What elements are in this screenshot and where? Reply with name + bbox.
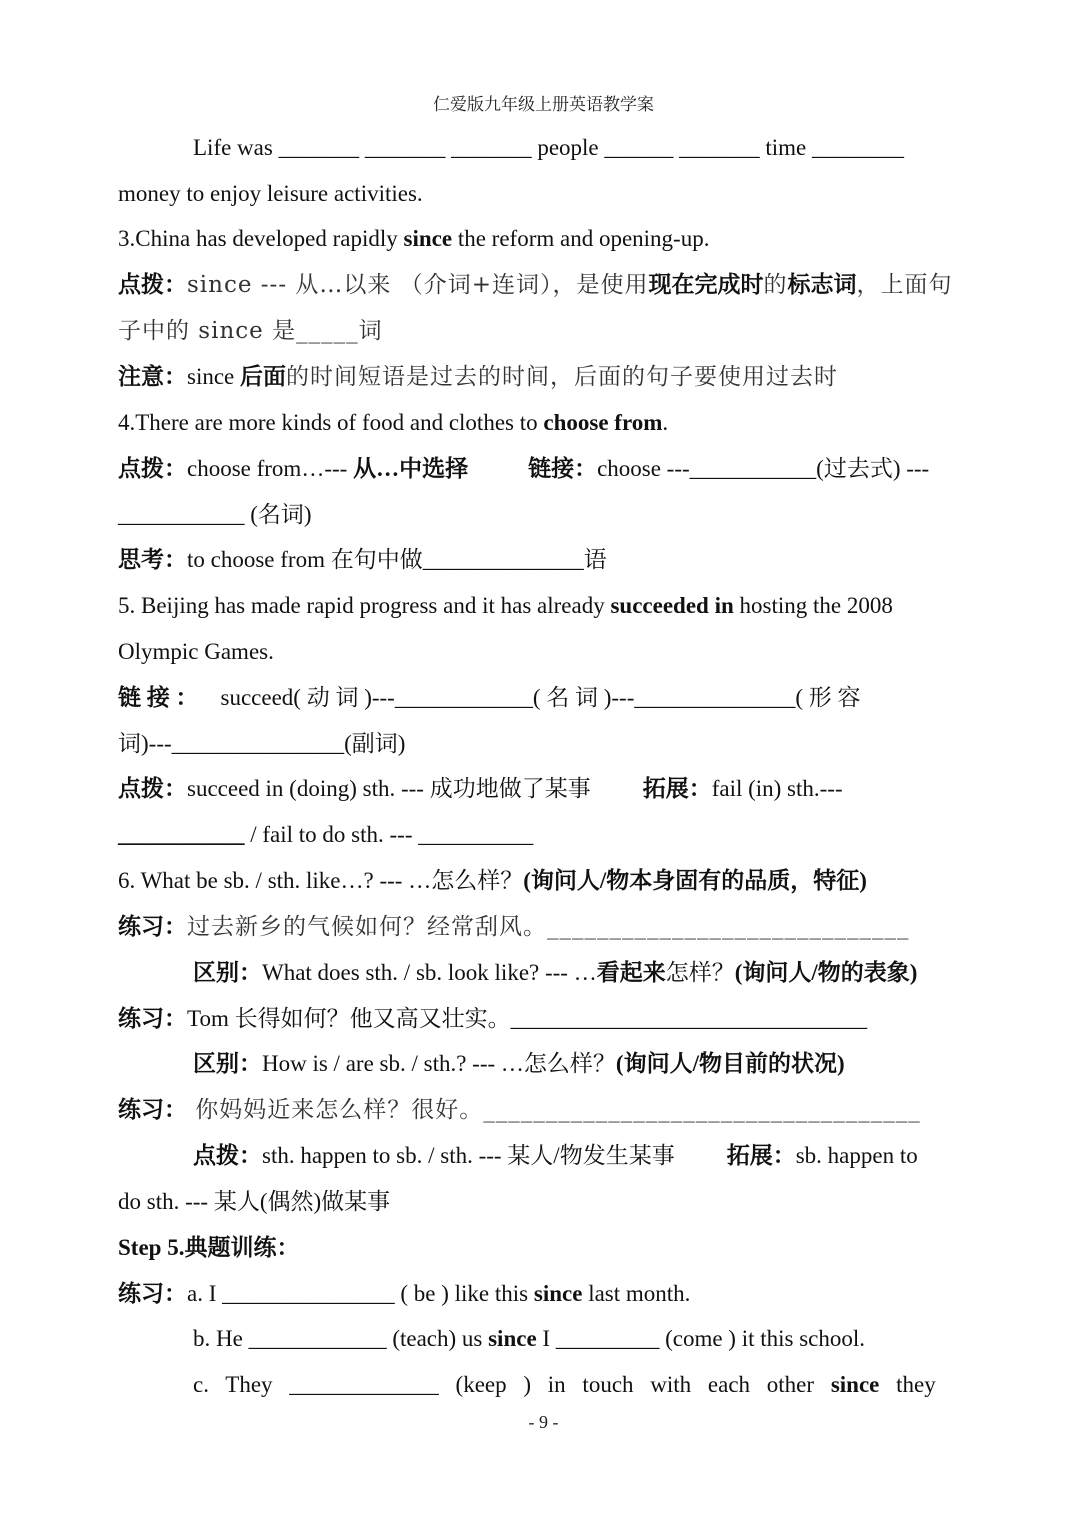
keyword: 标志词: [787, 272, 857, 297]
page-number: - 9 -: [528, 1412, 559, 1432]
note: (询问人/物的表象): [734, 960, 918, 985]
label: 区别：: [193, 960, 262, 985]
text-line: 词)---_______________(副词): [118, 731, 406, 756]
text-line: [118, 224, 709, 254]
page-header: 仁爱版九年级上册英语教学案: [433, 95, 654, 114]
keyword: choose from: [543, 410, 663, 435]
text-line: 子中的 since 是_____词: [118, 318, 383, 344]
text-line: [193, 1141, 918, 1171]
label: 注意：: [118, 364, 187, 389]
text: sth. happen to sb. / sth. --- 某人/物发生某事: [262, 1143, 675, 1168]
keyword: 看起来: [596, 960, 666, 985]
text-line: ___________ (名词): [118, 502, 312, 527]
text-line: [118, 866, 867, 896]
text-line: [193, 958, 917, 988]
text: What does sth. / sb. look like? --- …: [262, 960, 597, 985]
text-line: [118, 774, 843, 804]
note: (询问人/物目前的状况): [615, 1051, 845, 1076]
text-line: [118, 408, 668, 438]
text: succeed( 动 词 )---____________( 名 词 )---______________( 形 容: [220, 685, 861, 710]
text: 的时间短语是过去的时间，后面的句子要使用过去时: [286, 364, 839, 390]
text-line: [118, 912, 910, 942]
text: 4.There are more kinds of food and clothes to: [118, 410, 544, 435]
text-line: [118, 1095, 921, 1125]
label: 拓展：: [726, 1143, 796, 1168]
text-line: [193, 1370, 936, 1400]
text: hosting the 2008: [733, 593, 893, 618]
text-line: [118, 362, 838, 392]
text: c. They _____________ (keep ) in touch with each other: [193, 1372, 831, 1397]
text: sb. happen to: [795, 1143, 918, 1168]
text-line: [118, 270, 952, 300]
keyword: since: [533, 1281, 583, 1306]
text-line: [118, 545, 607, 575]
keyword: since: [488, 1326, 537, 1351]
text-line: Life was _______ _______ _______ people ______ _______ time ________: [193, 135, 905, 160]
text: 5. Beijing has made rapid progress and it has already: [118, 593, 611, 618]
label: 练习：: [118, 1281, 187, 1306]
text: last month.: [582, 1281, 691, 1306]
text-line: [118, 683, 861, 713]
note: (询问人/物本身固有的品质，特征): [523, 868, 867, 893]
text: since --- 从…以来 （介词+连词），是使用: [187, 272, 649, 298]
text: choose ---___________(过去式) ---: [597, 456, 930, 481]
text: Tom 长得如何？他又高又壮实。_______________________________: [187, 1006, 868, 1031]
text-line: [193, 1049, 845, 1079]
text: How is / are sb. / sth.? --- …怎么样？: [262, 1051, 616, 1076]
text: I _________ (come ) it this school.: [536, 1326, 866, 1351]
text-line: money to enjoy leisure activities.: [118, 181, 423, 206]
section-heading: Step 5.典题训练：: [118, 1235, 300, 1260]
text: since: [187, 364, 241, 389]
text-line: [118, 820, 533, 850]
text: 6. What be sb. / sth. like…? --- …怎么样？: [118, 868, 524, 893]
text: b. He ____________ (teach) us: [193, 1326, 489, 1351]
label: 思考：: [118, 547, 187, 572]
text: choose from…---: [187, 456, 354, 481]
label: 点拨：: [118, 456, 187, 481]
keyword: 后面: [240, 364, 287, 389]
text: ，上面句: [856, 272, 953, 298]
label: 链接：: [528, 456, 598, 481]
label: 练习：: [118, 1097, 187, 1122]
text: to choose from 在句中做______________语: [187, 547, 607, 572]
text-line: [118, 454, 929, 484]
label: 点拨：: [193, 1143, 262, 1168]
text-line: [118, 1279, 690, 1309]
label: 练习：: [118, 914, 187, 939]
text: 3.China has developed rapidly: [118, 226, 404, 251]
keyword: 从…中选择: [353, 456, 469, 481]
keyword: since: [830, 1372, 880, 1397]
text: 你妈妈近来怎么样？很好。___________________________________: [187, 1097, 921, 1123]
text-line: [118, 591, 893, 621]
text: succeed in (doing) sth. --- 成功地做了某事: [187, 776, 591, 801]
label: 区别：: [193, 1051, 262, 1076]
text-line: Olympic Games.: [118, 639, 274, 664]
text: 的: [763, 272, 788, 298]
label: 练习：: [118, 1006, 187, 1031]
label: 拓展：: [642, 776, 712, 801]
blank: ___________: [118, 822, 245, 847]
text: a. I _______________ ( be ) like this: [187, 1281, 534, 1306]
label: 点拨：: [118, 776, 187, 801]
keyword: since: [403, 226, 453, 251]
text-line: do sth. --- 某人(偶然)做某事: [118, 1189, 391, 1214]
text: 怎样？: [665, 960, 735, 985]
text: they: [879, 1372, 936, 1397]
text: .: [662, 410, 669, 435]
text: fail (in) sth.---: [711, 776, 843, 801]
label: 链 接 ：: [118, 685, 199, 710]
text-line: [118, 1004, 867, 1034]
text: / fail to do sth. --- __________: [244, 822, 534, 847]
text: 过去新乡的气候如何？经常刮风。_____________________________: [187, 914, 910, 940]
keyword: 现在完成时: [648, 272, 764, 297]
text: the reform and opening-up.: [452, 226, 710, 251]
text-line: [193, 1324, 865, 1354]
keyword: succeeded in: [610, 593, 734, 618]
label: 点拨：: [118, 272, 187, 297]
